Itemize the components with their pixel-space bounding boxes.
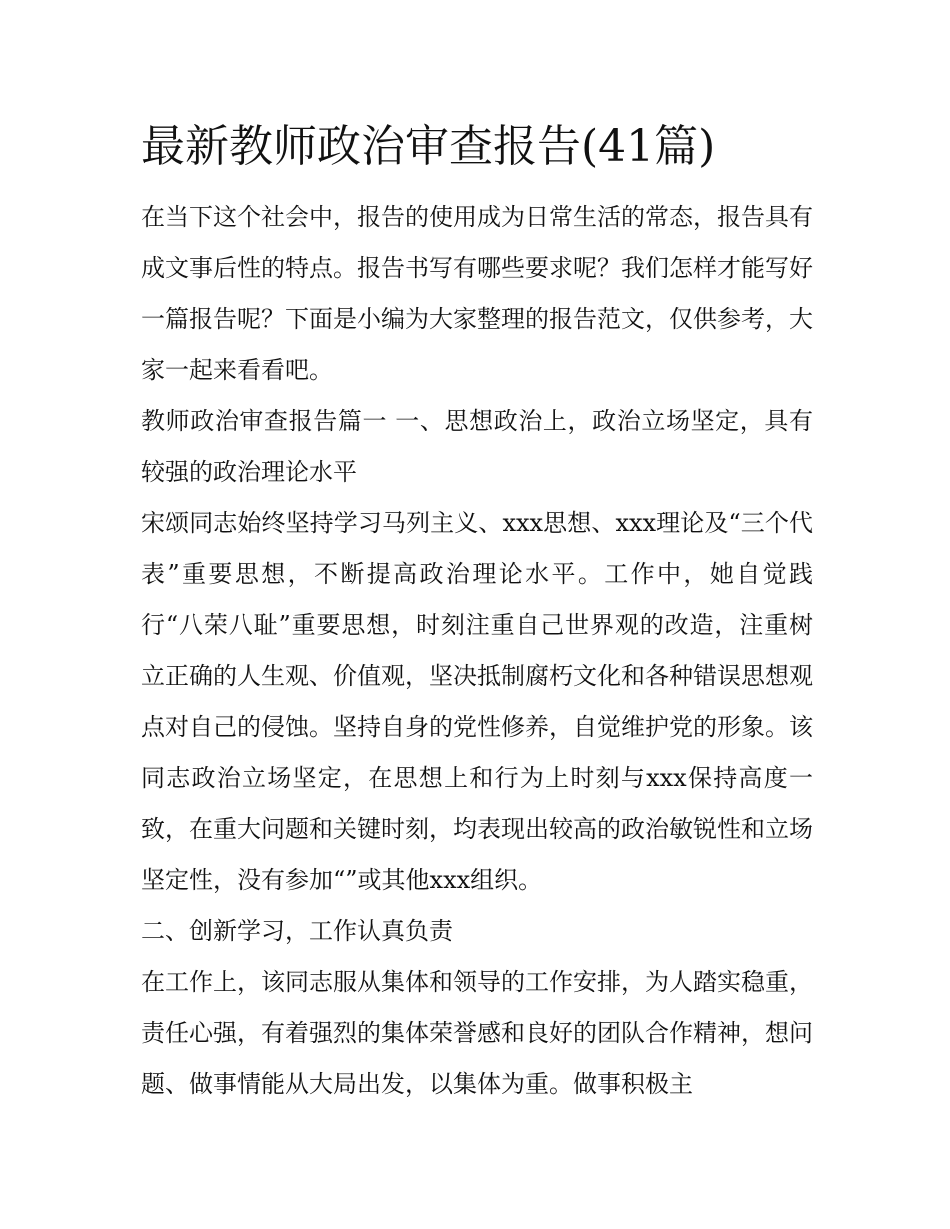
- section-heading-two: 二、创新学习，工作认真负责: [141, 917, 453, 945]
- body-paragraph-work: 在工作上，该同志服从集体和领导的工作安排，为人踏实稳重，责任心强，有着强烈的集体荣誉感和良好的团队合作精神，想问题、做事情能从大局出发，以集体为重。做事积极主: [141, 968, 813, 1098]
- document-body: [141, 116, 813, 1110]
- intro-paragraph: 在当下这个社会中，报告的使用成为日常生活的常态，报告具有成文事后性的特点。报告书写有哪些要求呢？我们怎样才能写好一篇报告呢？下面是小编为大家整理的报告范文，仅供参考，大家一起来看看吧。: [141, 203, 813, 384]
- document-title: 最新教师政治审查报告(41篇): [141, 121, 716, 172]
- body-paragraph-political: 宋颂同志始终坚持学习马列主义、xxx思想、xxx理论及“三个代表”重要思想，不断提高政治理论水平。工作中，她自觉践行“八荣八耻”重要思想，时刻注重自己世界观的改造，注重树立正确的人生观、价值观，坚决抵制腐朽文化和各种错误思想观点对自己的侵蚀。坚持自身的党性修养，自觉维护党的形象。该同志政治立场坚定，在思想上和行为上时刻与xxx保持高度一致，在重大问题和关键时刻，均表现出较高的政治敏锐性和立场坚定性，没有参加“”或其他xxx组织。: [141, 509, 813, 894]
- section-heading-one: 教师政治审查报告篇一 一、思想政治上，政治立场坚定，具有较强的政治理论水平: [141, 407, 813, 486]
